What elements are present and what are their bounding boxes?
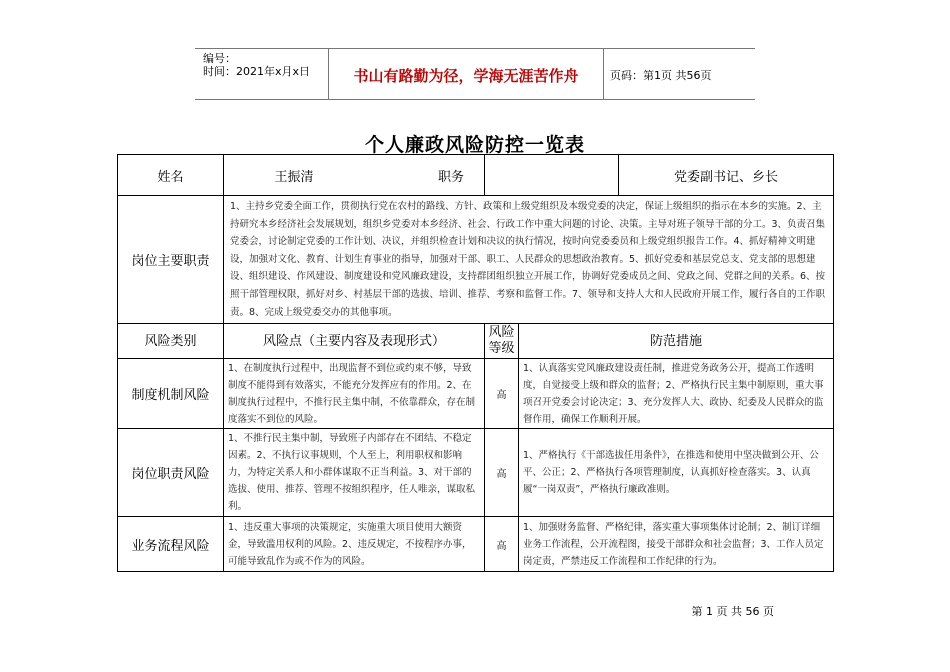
risk-level: 高: [485, 517, 519, 572]
risk-measures: 1、加强财务监督、严格纪律，落实重大事项集体讨论制；2、制订详细业务工作流程，公开流程图，接受干部群众和社会监督；3、工作人员定岗定责，严禁违反工作流程和工作纪律的行为。: [519, 517, 834, 572]
risk-category: 业务流程风险: [118, 517, 224, 572]
column-header-row: [118, 324, 834, 359]
col-header-category: 风险类别: [118, 324, 224, 359]
document-number: 编号：: [203, 52, 236, 65]
col-header-points: 风险点（主要内容及表现形式）: [224, 324, 485, 359]
page-header: [195, 48, 755, 100]
risk-level: 高: [485, 359, 519, 429]
risk-category: 制度机制风险: [118, 359, 224, 429]
header-meta-cell: [195, 49, 329, 99]
risk-measures: 1、严格执行《干部选拔任用条件》，在推选和使用中坚决做到公开、公平、公正；2、严格执行各项管理制度，认真抓好检查落实。3、认真履“一岗双责”，严格执行廉政准则。: [519, 429, 834, 517]
duty-label: 岗位主要职责: [118, 196, 224, 324]
header-page-number: 页码：第1页 共56页: [610, 69, 712, 82]
header-page-cell: [604, 49, 755, 99]
page-footer: 第 1 页 共 56 页: [691, 605, 774, 618]
position-label-text: 职务: [437, 169, 464, 185]
name-value: 王振清: [224, 155, 485, 196]
header-motto: 书山有路勤为径，学海无涯苦作舟: [353, 67, 579, 85]
risk-points: 1、在制度执行过程中，出现监督不到位或约束不够，导致制度不能得到有效落实，不能充分发挥应有的作用。2、在制度执行过程中，不推行民主集中制，不依靠群众，存在制度落实不到位的风险。: [224, 359, 485, 429]
risk-table: [117, 154, 834, 572]
risk-row: [118, 359, 834, 429]
risk-row: [118, 429, 834, 517]
position-value: 党委副书记、乡长: [619, 155, 834, 196]
risk-row: [118, 517, 834, 572]
risk-points: 1、违反重大事项的决策规定，实施重大项目使用大额资金，导致滥用权利的风险。2、违反规定，不按程序办事，可能导致乱作为或不作为的风险。: [224, 517, 485, 572]
risk-measures: 1、认真落实党风廉政建设责任制，推进党务政务公开，提高工作透明度，自觉接受上级和群众的监督；2、严格执行民主集中制原则，重大事项召开党委会讨论决定；3、充分发挥人大、政协、纪委及人民群众的监督作用，确保工作顺利开展。: [519, 359, 834, 429]
risk-points: 1、不推行民主集中制，导致班子内部存在不团结、不稳定因素。2、不执行议事规则，个人至上，利用职权和影响力，为特定关系人和小群体谋取不正当利益。3、对干部的选拔、使用、推荐、管理不按组织程序，任人唯亲，谋取私利。: [224, 429, 485, 517]
name-label: 姓名: [118, 155, 224, 196]
page-title: 个人廉政风险防控一览表: [364, 134, 585, 156]
risk-level: 高: [485, 429, 519, 517]
document-date: 时间：2021年x月x日: [203, 65, 311, 78]
header-motto-cell: [329, 49, 604, 99]
position-label: [437, 155, 619, 196]
duty-row: [118, 196, 834, 324]
duty-text: 1、主持乡党委全面工作，贯彻执行党在农村的路线、方针、政策和上级党组织及本级党委的决定，保证上级组织的指示在本乡的实施。2、主持研究本乡经济社会发展规划，组织乡党委对本乡经济、社会、行政工作中重大问题的讨论、决策。主导对班子领导干部的分工。3、负责召集党委会，讨论制定党委的工作计划、决议，并组织检查计划和决议的执行情况，按时向党委委员和上级党组织报告工作。4、抓好精神文明建设，加强对文化、教育、计划生育事业的指导，加强对干部、职工、人民群众的思想政治教育。5、抓好党委和基层党总支、党支部的思想建设、组织建设、作风建设、制度建设和党风廉政建设，支持群团组织独立开展工作，协调好党委成员之间、党政之间、党群之间的关系。6、按照干部管理权限，抓好对乡、村基层干部的选拔、培训、推荐、考察和监督工作。7、领导和支持人大和人民政府开展工作，履行各自的工作职责。8、完成上级党委交办的其他事项。: [224, 196, 834, 324]
col-header-level-text: 风险等级: [488, 325, 515, 357]
col-header-measures: 防范措施: [519, 324, 834, 359]
info-row: [118, 155, 834, 196]
risk-category: 岗位职责风险: [118, 429, 224, 517]
col-header-level: [485, 324, 519, 359]
